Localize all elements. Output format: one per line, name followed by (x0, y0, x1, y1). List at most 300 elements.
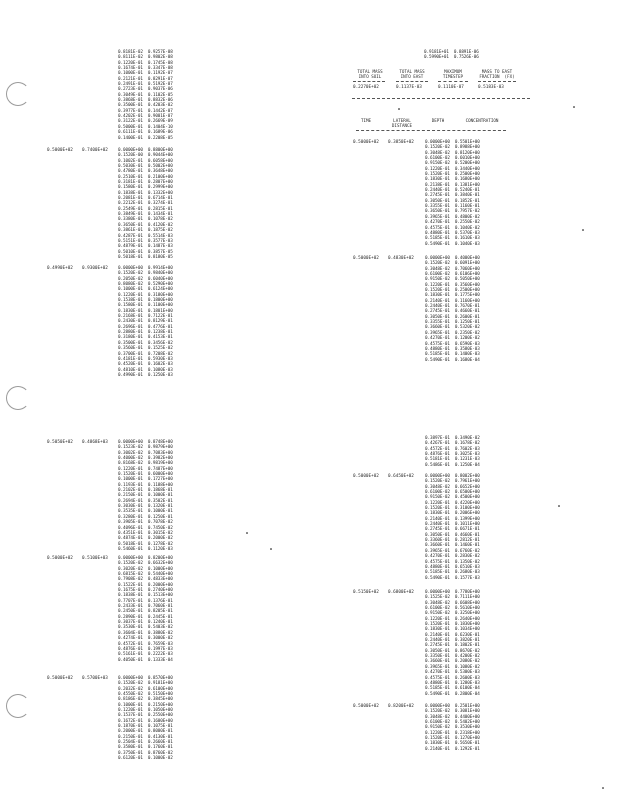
concentration-cell: 0.1775E+00 (454, 293, 480, 299)
depth-cell: 0.2745E-01 (425, 193, 450, 199)
concentration-cell: 0.1830E+00 (454, 622, 480, 628)
concentration-cell: 0.3274E-01 (147, 201, 173, 207)
depth-cell: 0.3750E-01 (118, 750, 143, 756)
concentration-cell: 0.1600E+00 (147, 718, 173, 724)
concentration-cell: 0.1680E-04 (454, 357, 480, 363)
depth-cell: 0.2723E-01 (118, 87, 143, 93)
concentration-cell: 0.4153E-01 (147, 335, 173, 341)
depth-cell: 0.3122E-01 (118, 119, 143, 125)
data-row (425, 358, 480, 363)
concentration-cell: 0.6500E+00 (454, 490, 480, 496)
depth-cell: 0.1520E-01 (425, 172, 450, 178)
group-lateral-distance: 0.6450E+02 (388, 474, 414, 479)
concentration-cell: 0.1120E-03 (147, 546, 173, 552)
concentration-cell: 0.3580E-03 (454, 346, 480, 352)
concentration-cell: 0.2680E-03 (454, 570, 480, 576)
concentration-cell: 0.2807E+00 (147, 180, 173, 186)
depth-cell: 0.1220E-01 (425, 166, 450, 172)
concentration-cell: 0.5192E-07 (147, 82, 173, 88)
depth-cell: 0.1675E-01 (118, 588, 143, 594)
concentration-cell: 0.3880E-02 (147, 630, 173, 636)
concentration-cell: 0.1075E-01 (147, 724, 173, 730)
concentration-cell: 0.8570E+00 (147, 676, 173, 681)
depth-cell: 0.1000E-01 (118, 287, 143, 293)
concentration-cell: 0.4130E-01 (147, 734, 173, 740)
depth-cell: 0.2890E-01 (118, 614, 143, 620)
concentration-cell: 0.2815E-01 (147, 206, 173, 212)
depth-cell: 0.3965E-01 (425, 330, 450, 336)
total-mass-east-value: 0.1137E-03 (396, 85, 422, 90)
column-underline (356, 130, 506, 131)
depth-cell: 0.8186E-02 (118, 697, 143, 703)
depth-cell: 0.5185E-01 (425, 686, 450, 692)
depth-cell: 0.3700E-01 (118, 351, 143, 357)
depth-cell: 0.1000E-01 (118, 71, 143, 77)
depth-cell: 0.5161E-01 (118, 652, 143, 658)
data-row (425, 692, 480, 697)
depth-cell: 0.3350E-01 (425, 654, 450, 660)
concentration-cell: 0.1080E-02 (454, 664, 480, 670)
depth-cell: 0.2440E-01 (425, 304, 450, 310)
depth-cell: 0.1580E-01 (118, 303, 143, 309)
depth-cell: 0.8181E-02 (118, 50, 143, 55)
concentration-cell: 0.5514E-03 (147, 233, 173, 239)
concentration-cell: 0.8000E-01 (147, 729, 173, 735)
concentration-cell: 0.6510E-03 (454, 564, 480, 570)
depth-cell: 0.1520E-02 (118, 271, 143, 277)
depth-cell: 0.2433E-01 (118, 604, 143, 610)
concentration-cell: 0.9802E-08 (147, 55, 173, 61)
concentration-cell: 0.4200E-02 (454, 654, 480, 660)
concentration-cell: 0.7780E+00 (454, 590, 480, 595)
data-rows (118, 440, 173, 552)
depth-cell: 0.5490E-01 (425, 691, 450, 697)
depth-cell: 0.3965E-01 (425, 664, 450, 670)
concentration-cell: 0.2800E-04 (454, 691, 480, 697)
concentration-cell: 0.1231E-03 (454, 457, 480, 463)
depth-cell: 0.1193E-01 (118, 482, 143, 488)
depth-cell: 0.2050E-02 (118, 276, 143, 282)
group-lateral-distance: 0.4868E+03 (82, 440, 108, 445)
depth-cell: 0.4876E-01 (425, 452, 450, 458)
concentration-cell: 0.8670E-02 (454, 648, 480, 654)
depth-cell: 0.5490E-01 (425, 241, 450, 247)
column-time: TIME (360, 118, 372, 123)
depth-cell: 0.1000E-01 (118, 477, 143, 483)
depth-cell: 0.3965E-01 (425, 548, 450, 554)
depth-cell: 0.3580E-01 (118, 745, 143, 751)
concentration-cell: 0.1040E-03 (454, 241, 480, 247)
depth-cell: 0.4575E-01 (425, 675, 450, 681)
depth-cell: 0.4810E-01 (118, 367, 143, 373)
depth-cell: 0.3355E-01 (425, 204, 450, 210)
depth-cell: 0.9150E-02 (425, 611, 450, 617)
group-lateral-distance: 0.7400E+02 (82, 148, 108, 153)
pre-value-cell: 0.9181E+01 (424, 50, 449, 55)
concentration-cell: 0.7602E-03 (454, 446, 480, 452)
concentration-cell: 0.9819E+00 (147, 461, 173, 467)
concentration-cell: 0.6010E+00 (454, 156, 480, 162)
group-time: 0.5000E+02 (47, 676, 73, 681)
group-time: 0.5000E+02 (47, 556, 73, 561)
depth-cell: 0.2150E-01 (118, 493, 143, 499)
concentration-cell: 0.1078E-02 (147, 217, 173, 223)
depth-cell: 0.2440E-01 (425, 638, 450, 644)
concentration-cell: 0.2669E-09 (147, 119, 173, 125)
depth-cell: 0.3535E-01 (118, 509, 143, 515)
depth-cell: 0.2549E-01 (118, 206, 143, 212)
depth-cell: 0.3868E-01 (118, 98, 143, 104)
data-row (118, 136, 173, 141)
concentration-cell: 0.1434E-01 (147, 212, 173, 218)
speck (398, 108, 400, 110)
depth-cell: 0.1220E-01 (425, 616, 450, 622)
concentration-cell: 0.3456E-02 (147, 340, 173, 346)
concentration-cell: 0.1525E-02 (147, 346, 173, 352)
data-rows (424, 50, 479, 61)
concentration-cell: 0.2830E-02 (454, 554, 480, 560)
depth-cell: 0.1520E-02 (425, 145, 450, 151)
concentration-cell: 0.9037E-06 (147, 87, 173, 93)
depth-cell: 0.1520E-02 (425, 479, 450, 485)
concentration-cell: 0.7208E-02 (147, 351, 173, 357)
concentration-cell: 0.1513E+00 (147, 593, 173, 599)
depth-cell: 0.8111E-02 (118, 55, 143, 61)
depth-cell: 0.4270E-01 (425, 670, 450, 676)
concentration-cell: 0.7111E+00 (454, 595, 480, 601)
concentration-cell: 0.1292E-01 (454, 746, 480, 752)
depth-cell: 0.0000E+00 (425, 474, 450, 479)
concentration-cell: 0.2318E+00 (454, 730, 480, 736)
concentration-cell: 0.8120E+00 (454, 150, 480, 156)
depth-cell: 0.5185E-01 (425, 236, 450, 242)
depth-cell: 0.2491E-01 (118, 82, 143, 88)
concentration-cell: 0.5930E-03 (147, 356, 173, 362)
depth-cell: 0.2032E-02 (118, 686, 143, 692)
concentration-cell: 0.1250E-01 (454, 320, 480, 326)
concentration-cell: 0.1250E-03 (147, 372, 173, 378)
depth-cell: 0.3180E-01 (118, 335, 143, 341)
depth-cell: 0.4879E-01 (118, 244, 143, 250)
depth-cell: 0.3660E-01 (425, 325, 450, 331)
concentration-cell: 0.2999E+00 (147, 185, 173, 191)
depth-cell: 0.4274E-01 (118, 636, 143, 642)
depth-cell: 0.3849E-01 (118, 212, 143, 218)
depth-cell: 0.4572E-01 (425, 446, 450, 452)
concentration-cell: 0.1240E-01 (147, 620, 173, 626)
concentration-cell: 0.4500E+00 (454, 495, 480, 501)
concentration-cell: 0.7670E-01 (454, 304, 480, 310)
concentration-cell: 0.1320E-01 (147, 504, 173, 510)
maximum-timestep-value: 0.1110E-07 (438, 85, 464, 90)
concentration-cell: 0.8291E-07 (147, 76, 173, 82)
depth-cell: 0.2150E-01 (118, 734, 143, 740)
concentration-cell: 0.3648E+00 (147, 169, 173, 175)
binder-hole-icon (6, 82, 30, 106)
depth-cell: 0.0000E+00 (425, 704, 450, 709)
concentration-cell: 0.1250E-01 (147, 514, 173, 520)
depth-cell: 0.4202E-01 (118, 114, 143, 120)
concentration-cell: 0.1000E-01 (147, 509, 173, 515)
concentration-cell: 0.3347E-08 (147, 66, 173, 72)
concentration-cell: 0.8988E+00 (454, 145, 480, 151)
concentration-cell: 0.6100E-04 (454, 686, 480, 692)
depth-cell: 0.2450E-01 (118, 609, 143, 615)
concentration-cell: 0.9181E+00 (147, 681, 173, 687)
concentration-cell: 0.2350E-02 (454, 330, 480, 336)
concentration-cell: 0.5402E+00 (454, 720, 480, 726)
concentration-cell: 0.6106E+00 (454, 272, 480, 278)
concentration-cell: 0.2000E-02 (147, 536, 173, 542)
concentration-cell: 0.8205E-01 (147, 609, 173, 615)
concentration-cell: 0.7659E-03 (147, 641, 173, 647)
concentration-cell: 0.2500E+00 (454, 288, 480, 294)
data-rows (118, 50, 173, 141)
concentration-cell: 0.1802E-01 (454, 643, 480, 649)
depth-cell: 0.1830E-01 (425, 293, 450, 299)
concentration-cell: 0.1602E-03 (147, 362, 173, 368)
depth-cell: 0.0000E+00 (118, 676, 143, 681)
data-rows (425, 436, 480, 468)
depth-cell: 0.5018E-01 (118, 541, 143, 547)
depth-cell: 0.1520E-01 (425, 622, 450, 628)
data-rows (118, 266, 173, 378)
concentration-cell: 0.1000E+00 (147, 566, 173, 572)
concentration-cell: 0.4220E+00 (454, 500, 480, 506)
concentration-cell: 0.1080E-03 (147, 367, 173, 373)
group-time: 0.5050E+02 (47, 440, 73, 445)
depth-cell: 0.3050E-01 (425, 198, 450, 204)
concentration-cell: 0.9044E+00 (147, 153, 173, 159)
depth-cell: 0.4287E-01 (118, 233, 143, 239)
concentration-cell: 0.3490E-02 (454, 436, 480, 441)
depth-cell: 0.3048E-02 (425, 600, 450, 606)
data-rows (118, 676, 173, 762)
depth-cell: 0.6815E-02 (118, 572, 143, 578)
depth-cell: 0.2510E-01 (118, 174, 143, 180)
concentration-cell: 0.1760E-01 (147, 745, 173, 751)
depth-cell: 0.4874E-01 (118, 536, 143, 542)
depth-cell: 0.1520E-02 (425, 709, 450, 715)
depth-cell: 0.3530E-01 (118, 625, 143, 631)
depth-cell: 0.4270E-01 (425, 554, 450, 560)
depth-cell: 0.4880E-01 (425, 564, 450, 570)
concentration-cell: 0.1160E+00 (454, 298, 480, 304)
depth-cell: 0.1830E-01 (425, 741, 450, 747)
concentration-cell: 0.6000E+00 (147, 472, 173, 478)
depth-cell: 0.1520E-01 (425, 736, 450, 742)
depth-cell: 0.5490E-01 (425, 575, 450, 581)
concentration-cell: 0.1727E+00 (147, 477, 173, 483)
depth-cell: 0.2430E-01 (118, 319, 143, 325)
depth-cell: 0.7908E-02 (118, 577, 143, 583)
depth-cell: 0.1830E-01 (118, 308, 143, 314)
concentration-cell: 0.5440E+00 (147, 572, 173, 578)
group-lateral-distance: 0.9300E+02 (82, 266, 108, 271)
concentration-cell: 0.2550E+00 (147, 713, 173, 719)
concentration-cell: 0.5320E-02 (454, 325, 480, 331)
header-underline (353, 81, 385, 82)
concentration-cell: 0.7060E+00 (454, 266, 480, 272)
depth-cell: 0.1400E-01 (118, 135, 143, 141)
concentration-cell: 0.7060E-01 (147, 604, 173, 610)
depth-cell: 0.0000E+00 (118, 266, 143, 271)
concentration-cell: 0.2222E-03 (147, 652, 173, 658)
depth-cell: 0.2745E-01 (425, 309, 450, 315)
concentration-cell: 0.2501E+00 (454, 704, 480, 709)
depth-cell: 0.6100E-02 (425, 720, 450, 726)
depth-cell: 0.3660E-01 (425, 543, 450, 549)
header-maximum-timestep: MAXIMUM TIMESTEP (442, 69, 464, 79)
concentration-cell: 0.1404E-10 (147, 124, 173, 130)
data-row (118, 658, 173, 663)
depth-cell: 0.1520E-02 (425, 261, 450, 267)
concentration-cell: 0.1460E-01 (454, 543, 480, 549)
depth-cell: 0.4575E-01 (425, 341, 450, 347)
depth-cell: 0.1838E-01 (118, 593, 143, 599)
concentration-cell: 0.1050E+00 (147, 708, 173, 714)
concentration-cell: 0.8832E-06 (147, 98, 173, 104)
concentration-cell: 0.6100E+00 (147, 686, 173, 692)
concentration-cell: 0.3081E+00 (454, 709, 480, 715)
depth-cell: 0.5018E-01 (118, 254, 143, 260)
concentration-cell: 0.6058E+00 (147, 158, 173, 164)
concentration-cell: 0.1487E-03 (147, 244, 173, 250)
concentration-cell: 0.3015E-02 (147, 530, 173, 536)
data-rows (118, 148, 173, 260)
binder-hole-icon (6, 694, 30, 718)
concentration-cell: 0.2445E-01 (147, 614, 173, 620)
concentration-cell: 0.2208E-05 (147, 135, 173, 141)
depth-cell: 0.9150E-02 (425, 495, 450, 501)
concentration-cell: 0.3250E+00 (454, 611, 480, 617)
concentration-cell: 0.9914E+00 (147, 266, 173, 271)
concentration-cell: 0.1280E-03 (454, 680, 480, 686)
concentration-cell: 0.9840E+00 (147, 271, 173, 277)
concentration-cell: 0.2660E-01 (147, 740, 173, 746)
concentration-cell: 0.1238E-01 (147, 330, 173, 336)
depth-cell: 0.6100E-02 (425, 606, 450, 612)
depth-cell: 0.4880E-01 (425, 680, 450, 686)
speck (270, 548, 272, 550)
concentration-cell: 0.2150E+00 (147, 702, 173, 708)
depth-cell: 0.4575E-01 (425, 225, 450, 231)
concentration-cell: 0.1381E+00 (454, 182, 480, 188)
pre-value-cell: 0.7526E-06 (453, 55, 479, 61)
concentration-cell: 0.7957E-02 (454, 209, 480, 215)
concentration-cell: 0.1376E-01 (147, 598, 173, 604)
data-rows (425, 474, 480, 581)
concentration-cell: 0.1188E+00 (147, 482, 173, 488)
concentration-cell: 0.3820E-01 (454, 638, 480, 644)
column-concentration: CONCENTRATION (465, 118, 499, 123)
header-mass-east-fraction: MASS TO EAST FRACTION (FX) (479, 69, 515, 79)
concentration-cell: 0.1270E+00 (454, 736, 480, 742)
depth-cell: 0.2504E-01 (118, 740, 143, 746)
concentration-cell: 0.5650E-01 (454, 741, 480, 747)
depth-cell: 0.2081E-01 (118, 196, 143, 202)
concentration-cell: 0.8200E+00 (147, 556, 173, 561)
concentration-cell: 0.9879E+00 (147, 445, 173, 451)
concentration-cell: 0.1011E+00 (454, 522, 480, 528)
depth-cell: 0.7707E-01 (118, 598, 143, 604)
depth-cell: 0.1538E-01 (118, 298, 143, 304)
depth-cell: 0.3965E-01 (425, 214, 450, 220)
depth-cell: 0.2440E-01 (425, 188, 450, 194)
concentration-cell: 0.5501E+00 (454, 140, 480, 145)
depth-cell: 0.3050E-01 (425, 532, 450, 538)
concentration-cell: 0.7961E+00 (454, 479, 480, 485)
depth-cell: 0.6100E-02 (425, 272, 450, 278)
depth-cell: 0.3049E-01 (118, 92, 143, 98)
concentration-cell: 0.1400E-03 (454, 352, 480, 358)
depth-cell: 0.3500E-01 (118, 103, 143, 109)
group-lateral-distance: 0.3850E+02 (388, 140, 414, 145)
depth-cell: 0.1520E-01 (425, 506, 450, 512)
depth-cell: 0.3650E-01 (118, 222, 143, 228)
depth-cell: 0.9150E-02 (425, 725, 450, 731)
concentration-cell: 0.7450E-02 (147, 525, 173, 531)
concentration-cell: 0.1160E-01 (454, 204, 480, 210)
depth-cell: 0.1002E-01 (118, 158, 143, 164)
header-total-mass-east: TOTAL MASS INTO EAST (399, 69, 425, 79)
depth-cell: 0.2000E-01 (118, 729, 143, 735)
concentration-cell: 0.4660E-01 (454, 309, 480, 315)
depth-cell: 0.5181E-01 (425, 457, 450, 463)
depth-cell: 0.8080E-02 (118, 282, 143, 288)
header-total-mass-soil: TOTAL MASS INTO SOIL (357, 69, 383, 79)
concentration-cell: 0.1034E+00 (454, 627, 480, 633)
depth-cell: 0.1537E-01 (118, 713, 143, 719)
section-divider (352, 98, 530, 99)
depth-cell: 0.1525E-02 (425, 595, 450, 601)
concentration-cell: 0.3840E-01 (454, 193, 480, 199)
concentration-cell: 0.4660E-01 (454, 532, 480, 538)
depth-cell: 0.1520E-01 (118, 472, 143, 478)
concentration-cell: 0.8800E+00 (147, 148, 173, 153)
concentration-cell: 0.1745E-08 (147, 60, 173, 66)
depth-cell: 0.8168E-02 (118, 461, 143, 467)
depth-cell: 0.0000E+00 (118, 440, 143, 445)
concentration-cell: 0.1200E-02 (454, 336, 480, 342)
concentration-cell: 0.5240E-01 (454, 188, 480, 194)
depth-cell: 0.4050E-01 (118, 657, 143, 663)
data-row (425, 747, 480, 752)
depth-cell: 0.5185E-01 (425, 570, 450, 576)
concentration-cell: 0.1800E+00 (147, 298, 173, 304)
depth-cell: 0.1220E-01 (425, 500, 450, 506)
concentration-cell: 0.3025E-03 (454, 452, 480, 458)
depth-cell: 0.3380E-01 (118, 217, 143, 223)
depth-cell: 0.3650E-01 (425, 209, 450, 215)
depth-cell: 0.3050E-01 (425, 314, 450, 320)
concentration-cell: 0.6230E-01 (454, 632, 480, 638)
depth-cell: 0.6100E-02 (425, 490, 450, 496)
depth-cell: 0.2440E-01 (425, 522, 450, 528)
concentration-cell: 0.4120E-02 (147, 222, 173, 228)
data-rows (118, 556, 173, 663)
concentration-cell: 0.2600E-03 (454, 675, 480, 681)
depth-cell: 0.9150E-02 (425, 161, 450, 167)
concentration-cell: 0.6608E+00 (454, 600, 480, 606)
concentration-cell: 0.1278E-02 (147, 541, 173, 547)
concentration-cell: 0.3100E+00 (454, 506, 480, 512)
depth-cell: 0.2102E-01 (118, 488, 143, 494)
group-time: 0.4990E+02 (47, 266, 73, 271)
depth-cell: 0.3360E-01 (425, 538, 450, 544)
depth-cell: 0.1220E-01 (118, 60, 143, 66)
concentration-cell: 0.6714E-01 (147, 196, 173, 202)
